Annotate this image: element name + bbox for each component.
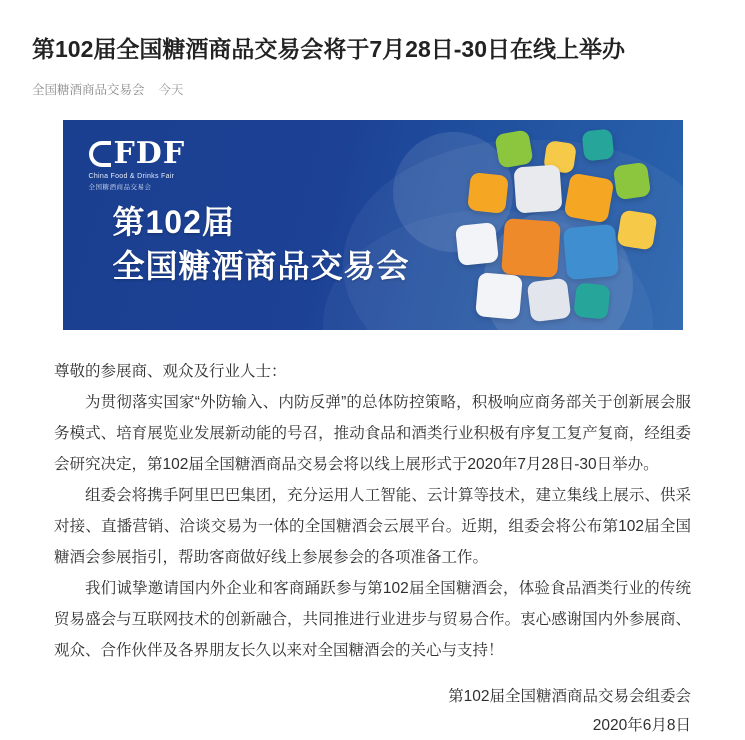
article-body (32, 356, 713, 666)
banner-tiles-graphic (369, 128, 669, 328)
tile-white-4 (526, 278, 571, 323)
banner-headline-line2: 全国糖酒商品交易会 (112, 248, 410, 284)
signature-organization: 第102届全国糖酒商品交易会组委会 (448, 688, 691, 705)
tile-white-2 (455, 222, 499, 266)
tile-teal-small (581, 129, 614, 162)
paragraph-2: 组委会将携手阿里巴巴集团，充分运用人工智能、云计算等技术，建立集线上展示、供采对接、直播营销、洽谈交易为一体的全国糖酒会云展平台。近期，组委会将公布第102届全国糖酒会参展指引，帮助客商做好线上参展参会的各项准备工作。 (54, 487, 691, 566)
tile-orange-1 (467, 172, 509, 214)
banner-image (63, 120, 683, 330)
tile-white-3 (475, 272, 523, 320)
tile-teal-2 (573, 282, 610, 319)
signature-date: 2020年6月8日 (592, 717, 691, 734)
paragraph-3: 我们诚挚邀请国内外企业和客商踊跃参与第102届全国糖酒会，体验食品酒类行业的传统贸易盛会与互联网技术的创新融合，共同推进行业进步与贸易合作。衷心感谢国内外参展商、观众、合作伙伴及各界朋友长久以来对全国糖酒会的关心与支持！ (54, 580, 691, 659)
logo-c-icon (89, 141, 111, 167)
tile-blue-1 (562, 224, 618, 280)
fdf-logo (89, 138, 186, 191)
tile-orange-2 (563, 173, 614, 224)
article-signature-block (32, 682, 713, 740)
article-meta (32, 80, 713, 98)
paragraph-1: 为贯彻落实国家“外防输入、内防反弹”的总体防控策略，积极响应商务部关于创新展会服务模式、培育展览业发展新动能的号召，推动食品和酒类行业积极有序复工复产复商，经组委会研究决定，第102届全国糖酒商品交易会将以线上展形式于2020年7月28日-30日举办。 (54, 394, 691, 473)
logo-text: FDF (113, 136, 186, 171)
article-source: 全国糖酒商品交易会 (32, 83, 145, 97)
article-time: 今天 (158, 83, 184, 97)
tile-green-2 (612, 162, 650, 200)
tile-white-1 (513, 164, 562, 213)
page-title: 第102届全国糖酒商品交易会将于7月28日-30日在线上举办 (32, 36, 625, 62)
logo-subtitle-en: China Food & Drinks Fair (88, 173, 175, 180)
logo-mark (89, 138, 186, 170)
salutation: 尊敬的参展商、观众及行业人士： (54, 363, 287, 380)
banner-headline-line1: 第102届 (112, 204, 235, 240)
tile-green-small (494, 129, 533, 168)
tile-yellow-2 (616, 209, 657, 250)
banner-image-wrapper (32, 120, 713, 330)
banner-headline (113, 200, 410, 288)
tile-orange-3 (501, 218, 561, 278)
logo-subtitle-cn: 全国糖酒商品交易会 (88, 184, 152, 191)
